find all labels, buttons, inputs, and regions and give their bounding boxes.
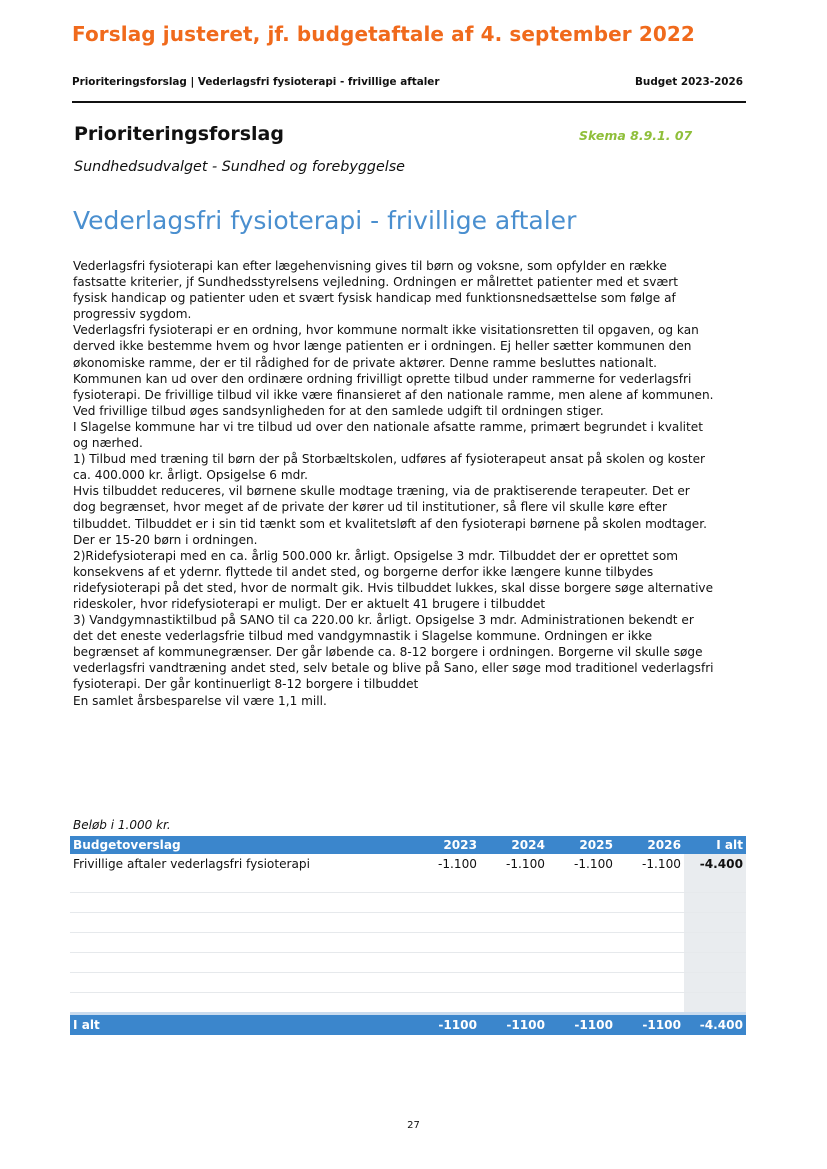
- header-year-2025: 2025: [548, 836, 616, 854]
- running-header-budget: Budget 2023-2026: [635, 76, 743, 88]
- body-line: Der er 15-20 børn i ordningen.: [73, 532, 258, 547]
- empty-row: [70, 973, 746, 993]
- body-line: 2)Ridefysioterapi med en ca. årlig 500.000 kr. årligt. Opsigelse 3 mdr. Tilbuddet der er oprettet som: [73, 548, 679, 563]
- running-header-title: Prioriteringsforslag | Vederlagsfri fysioterapi - frivillige aftaler: [72, 76, 440, 88]
- header-rule: [72, 101, 746, 103]
- empty-row: [70, 993, 746, 1014]
- body-line: rideskoler, hvor ridefysioterapi er muligt. Der er aktuelt 41 brugere i tilbuddet: [73, 596, 546, 611]
- header-year-2024: 2024: [480, 836, 548, 854]
- page-number: 27: [407, 1120, 420, 1131]
- body-line: fastsatte kriterier, jf Sundhedsstyrelsens vejledning. Ordningen er målrettet patienter med et svært: [73, 275, 678, 290]
- body-line: Vederlagsfri fysioterapi er en ordning, hvor kommune normalt ikke visitationsretten til opgaven, og kan: [73, 323, 699, 338]
- body-line: Ved frivillige tilbud øges sandsynligheden for at den samlede udgift til ordningen stiger.: [73, 403, 604, 418]
- row-value-2024: -1.100: [506, 856, 545, 871]
- body-line: progressiv sygdom.: [73, 307, 192, 322]
- total-value-2023: -1100: [422, 1014, 480, 1036]
- header-budgetoverslag: Budgetoverslag: [70, 836, 422, 854]
- budget-table: [70, 836, 746, 1035]
- total-label: I alt: [70, 1014, 422, 1036]
- header-total: I alt: [684, 836, 746, 854]
- body-line: I Slagelse kommune har vi tre tilbud ud over den nationale afsatte ramme, primært begrundet i kvalitet: [73, 419, 703, 434]
- body-line: Kommunen kan ud over den ordinære ordning frivilligt oprette tilbud under rammerne for vederlagsfri: [73, 371, 692, 386]
- body-line: Vederlagsfri fysioterapi kan efter lægehenvisning gives til børn og voksne, som opfylder en række: [73, 259, 667, 273]
- body-line: fysioterapi. De frivillige tilbud vil ikke være finansieret af den nationale ramme, men alene af kommunen.: [73, 387, 714, 402]
- body-line: fysisk handicap og patienter uden et svært fysisk handicap med funktionsnedsættelse som følge af: [73, 291, 676, 306]
- committee-subtitle: Sundhedsudvalget - Sundhed og forebyggelse: [74, 159, 405, 175]
- body-line: 1) Tilbud med træning til børn der på Storbæltskolen, udføres af fysioterapeut ansat på skolen og koster: [73, 452, 706, 467]
- empty-row: [70, 893, 746, 913]
- body-line: begrænset af kommunegrænser. Der går løbende ca. 8-12 borgere i ordningen. Borgerne vil skulle søge: [73, 645, 703, 660]
- body-line: En samlet årsbesparelse vil være 1,1 mill.: [73, 693, 327, 708]
- body-line: derved ikke bestemme hvem og hvor længe patienten er i ordningen. Ej heller sætter kommunen den: [73, 339, 692, 354]
- empty-row: [70, 933, 746, 953]
- body-line: ca. 400.000 kr. årligt. Opsigelse 6 mdr.: [73, 468, 308, 483]
- total-value-2024: -1100: [480, 1014, 548, 1036]
- total-value-2025: -1100: [548, 1014, 616, 1036]
- amount-unit-label: Beløb i 1.000 kr.: [73, 818, 171, 832]
- body-line: 3) Vandgymnastiktilbud på SANO til ca 220.00 kr. årligt. Opsigelse 3 mdr. Administrationen bekendt er: [73, 613, 694, 628]
- empty-row: [70, 873, 746, 893]
- empty-row: [70, 953, 746, 973]
- row-value-2026: -1.100: [642, 856, 681, 871]
- schema-reference: Skema 8.9.1. 07: [579, 128, 693, 143]
- row-value-2025: -1.100: [574, 856, 613, 871]
- body-line: og nærhed.: [73, 436, 143, 451]
- total-value-2026: -1100: [616, 1014, 684, 1036]
- body-line: fysioterapi. Der går kontinuerligt 8-12 borgere i tilbuddet: [73, 677, 419, 692]
- header-year-2026: 2026: [616, 836, 684, 854]
- body-line: det det eneste vederlagsfrie tilbud med vandgymnastik i Slagelse kommune. Ordningen er ikke: [73, 629, 653, 644]
- header-year-2023: 2023: [422, 836, 480, 854]
- revision-banner: Forslag justeret, jf. budgetaftale af 4. september 2022: [72, 22, 695, 46]
- budget-total-row: [70, 1014, 746, 1036]
- body-line: dog begrænset, hvor meget af de private der kører ud til institutioner, så flere vil skulle køre efter: [73, 500, 667, 515]
- budget-header-row: [70, 836, 746, 854]
- row-value-2023: -1.100: [438, 856, 477, 871]
- body-line: ridefysioterapi på det sted, hvor de normalt gik. Hvis tilbuddet lukkes, skal disse borgere søge alternative: [73, 580, 714, 595]
- body-line: konsekvens af et ydernr. flyttede til andet sted, og borgerne derfor ikke længere kunne tilbydes: [73, 564, 654, 579]
- row-value-total: -4.400: [684, 854, 746, 873]
- body-line: vederlagsfri vandtræning andet sted, selv betale og blive på Sano, eller søge mod traditionel vederlagsfri: [73, 661, 714, 676]
- empty-row: [70, 913, 746, 933]
- body-line: tilbuddet. Tilbuddet er i sin tid tænkt som et kvalitetsløft af den fysioterapi børnene på skolen modtager.: [73, 516, 707, 531]
- page-title: Prioriteringsforslag: [74, 123, 284, 145]
- total-value-sum: -4.400: [684, 1014, 746, 1036]
- body-line: Hvis tilbuddet reduceres, vil børnene skulle modtage træning, via de praktiserende terapeuter. Det er: [73, 484, 690, 499]
- row-label: Frivillige aftaler vederlagsfri fysioterapi: [73, 856, 310, 871]
- body-text: [73, 258, 755, 709]
- body-line: økonomiske ramme, der er til rådighed for de private aktører. Denne ramme besluttes nationalt.: [73, 355, 658, 370]
- proposal-heading: Vederlagsfri fysioterapi - frivillige aftaler: [73, 206, 577, 235]
- table-row: [70, 854, 746, 873]
